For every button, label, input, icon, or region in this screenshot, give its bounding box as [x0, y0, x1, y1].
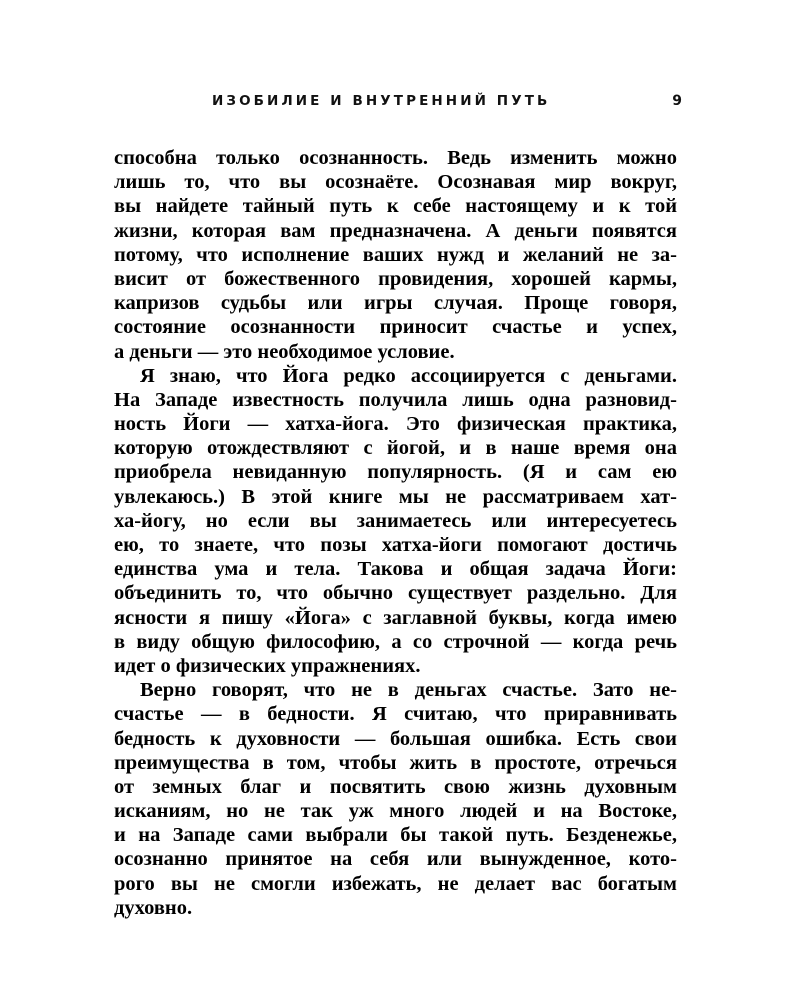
- text-line: висит от божественного провидения, хорошей кармы,: [114, 267, 677, 290]
- running-header: [212, 93, 682, 113]
- text-line: осознанно принятое на себя или вынужденное, кото-: [114, 848, 677, 871]
- text-line: способна только осознанность. Ведь изменить можно: [114, 147, 677, 169]
- text-line: приобрела невиданную популярность. (Я и сам ею: [114, 461, 677, 484]
- text-line: Верно говорят, что не в деньгах счастье. Зато не-: [140, 679, 677, 702]
- text-line: увлекаюсь.) В этой книге мы не рассматриваем хат-: [114, 485, 677, 508]
- text-line: исканиям, но не так уж много людей и на Востоке,: [114, 800, 677, 823]
- text-line: вы найдете тайный путь к себе настоящему и к той: [114, 195, 677, 218]
- text-line: жизни, которая вам предназначена. А деньги появятся: [114, 219, 677, 242]
- text-line: а деньги — это необходимое условие.: [114, 340, 455, 363]
- text-line: ность Йоги — хатха-йога. Это физическая практика,: [114, 413, 677, 436]
- text-line: состояние осознанности приносит счастье и успех,: [114, 316, 677, 339]
- text-line: бедность к духовности — большая ошибка. Есть свои: [114, 727, 677, 750]
- text-line: рого вы не смогли избежать, не делает вас богатым: [114, 872, 677, 895]
- text-line: и на Западе сами выбрали бы такой путь. Безденежье,: [114, 824, 677, 847]
- text-line: потому, что исполнение ваших нужд и желаний не за-: [114, 243, 677, 266]
- chapter-title: ИЗОБИЛИЕ И ВНУТРЕННИЙ ПУТЬ: [212, 93, 551, 109]
- text-line: ясности я пишу «Йога» с заглавной буквы, когда имею: [114, 606, 677, 629]
- text-line: ею, то знаете, что позы хатха-йоги помогают достичь: [114, 534, 677, 556]
- text-line: объединить то, что обычно существует раздельно. Для: [114, 582, 677, 605]
- text-line: в виду общую философию, а со строчной — когда речь: [114, 630, 677, 653]
- text-line: На Западе известность получила лишь одна разновид-: [114, 388, 677, 411]
- text-line: ха-йогу, но если вы занимаетесь или интересуетесь: [114, 509, 677, 532]
- text-line: от земных благ и посвятить свою жизнь духовным: [114, 775, 677, 798]
- text-line: капризов судьбы или игры случая. Проще говоря,: [114, 292, 677, 315]
- text-line: лишь то, что вы осознаёте. Осознавая мир вокруг,: [114, 171, 677, 194]
- text-line: духовно.: [114, 896, 193, 919]
- text-line: Я знаю, что Йога редко ассоциируется с деньгами.: [140, 364, 677, 387]
- body-text: [114, 146, 677, 920]
- text-line: которую отождествляют с йогой, и в наше время она: [114, 437, 677, 460]
- text-line: преимущества в том, чтобы жить в простоте, отречься: [114, 751, 677, 774]
- page-number: 9: [672, 93, 682, 109]
- text-line: единства ума и тела. Такова и общая задача Йоги:: [114, 558, 677, 581]
- text-line: идет о физических упражнениях.: [114, 654, 421, 677]
- text-line: счастье — в бедности. Я считаю, что приравнивать: [114, 703, 677, 726]
